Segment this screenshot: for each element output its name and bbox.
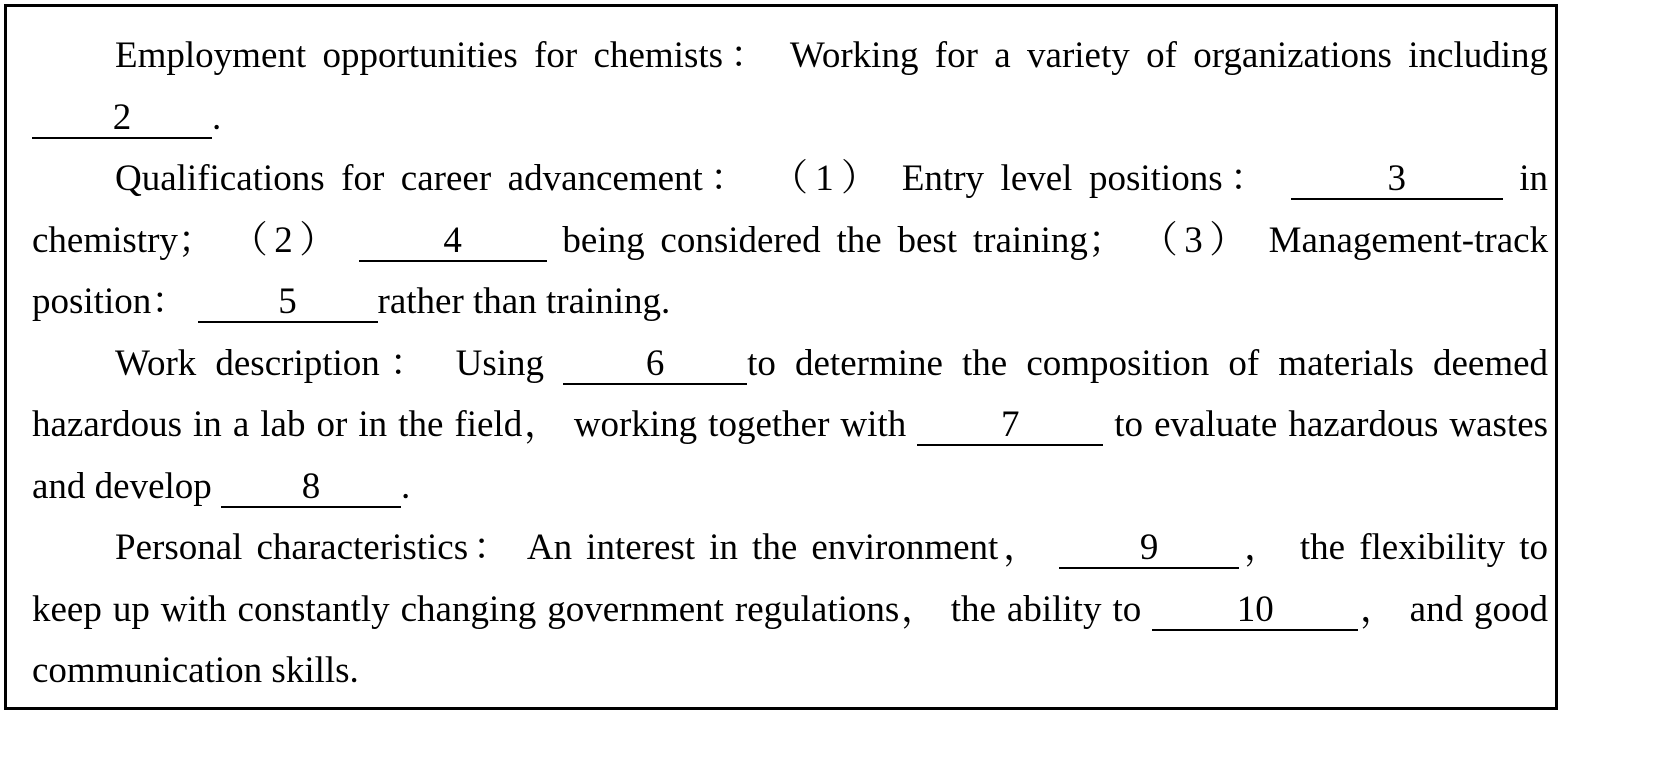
work-text-3: working together with [573, 404, 907, 445]
blank-7[interactable]: 7 [917, 406, 1103, 446]
item-1-tail: in chemistry [32, 158, 1549, 261]
paragraph-work-description [32, 333, 1548, 518]
semicolon: ； [177, 219, 215, 261]
colon: ： [1222, 158, 1275, 199]
colon: ： [151, 281, 189, 322]
colon: ： [702, 158, 755, 199]
comma: ， [899, 588, 940, 630]
colon: ： [379, 342, 437, 384]
colon: ： [468, 527, 515, 568]
work-text-1: Using [455, 342, 545, 384]
comma: ， [1239, 527, 1286, 568]
paragraph-qualifications [32, 148, 1548, 333]
personal-characteristics-heading: Personal characteristics [115, 527, 469, 568]
personal-text-2: the flexibility to keep up with constantly changing government regulations [32, 527, 1548, 630]
blank-5[interactable]: 5 [198, 283, 378, 323]
qualifications-heading: Qualifications for career advancement [115, 158, 703, 199]
comma: ， [998, 527, 1046, 568]
comma: ， [522, 404, 563, 445]
work-text-4: to evaluate hazardous wastes and develop [32, 404, 1549, 507]
period: . [401, 465, 411, 507]
item-3-text: Management-track position [32, 219, 1549, 322]
semicolon: ； [1087, 219, 1125, 261]
personal-text-4: and good communication skills. [32, 588, 1549, 691]
colon: ： [723, 35, 775, 76]
passage-text [32, 25, 1548, 702]
item-2-tail: being considered the best training [562, 219, 1088, 261]
blank-4[interactable]: 4 [359, 222, 547, 262]
blank-9[interactable]: 9 [1059, 529, 1239, 569]
personal-text-1: An interest in the environment [526, 527, 999, 568]
blank-2[interactable]: 2 [32, 99, 212, 139]
item-number-2: （2） [230, 219, 343, 261]
paragraph-employment [32, 25, 1548, 148]
employment-text: Working for a variety of organizations including [789, 35, 1548, 76]
comma: ， [1358, 588, 1399, 630]
item-3-tail: rather than training. [377, 281, 671, 322]
paragraph-personal-characteristics [32, 517, 1548, 702]
work-description-heading: Work description [115, 342, 380, 384]
personal-text-3: the ability to [950, 588, 1142, 630]
blank-3[interactable]: 3 [1291, 160, 1503, 200]
blank-6[interactable]: 6 [563, 345, 747, 385]
blank-8[interactable]: 8 [221, 468, 401, 508]
item-number-1: （1） [770, 158, 886, 199]
work-text-2: to determine the composition of materials deemed hazardous in a lab or in the field [32, 342, 1549, 445]
period: . [212, 96, 222, 138]
passage-frame [4, 4, 1558, 710]
item-1-text: Entry level positions [901, 158, 1223, 199]
blank-10[interactable]: 10 [1152, 591, 1358, 631]
employment-heading: Employment opportunities for chemists [115, 35, 724, 76]
item-number-3: （3） [1140, 219, 1253, 261]
